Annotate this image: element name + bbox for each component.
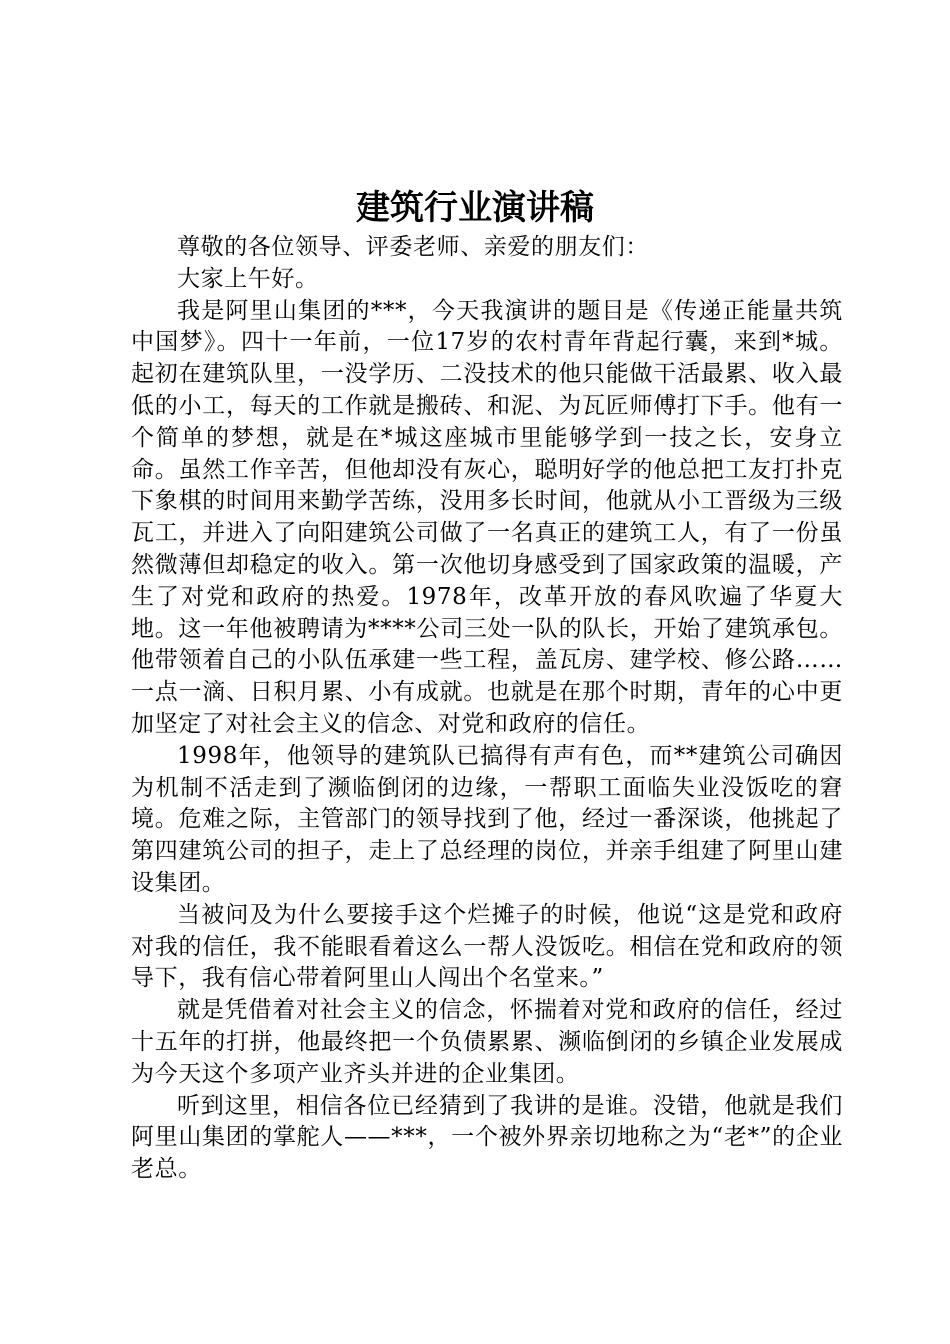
document-title: 建筑行业演讲稿 [356,188,594,228]
document-body [131,232,843,1186]
paragraph-greeting: 大家上午好。 [177,265,319,292]
paragraph-reveal: 听到这里，相信各位已经猜到了我讲的是谁。没错，他就是我们阿里山集团的掌舵人——***，一个被外界亲切地称之为“老*”的企业老总。 [131,1092,843,1183]
paragraph-salutation: 尊敬的各位领导、评委老师、亲爱的朋友们： [177,234,649,260]
paragraph-quote: 当被问及为什么要接手这个烂摊子的时候，他说“这是党和政府对我的信任，我不能眼看着这么一帮人没饭吃。相信在党和政府的领导下，我有信心带着阿里山人闯出个名堂来。” [131,901,843,992]
paragraph-1998: 1998年，他领导的建筑队已搞得有声有色，而**建筑公司确因为机制不活走到了濒临倒闭的边缘，一帮职工面临失业没饭吃的窘境。危难之际，主管部门的领导找到了他，经过一番深谈，他挑起了第四建筑公司的担子，走上了总经理的岗位，并亲手组建了阿里山建设集团。 [131,742,843,896]
paragraph-achievement: 就是凭借着对社会主义的信念，怀揣着对党和政府的信任，经过十五年的打拼，他最终把一个负债累累、濒临倒闭的乡镇企业发展成为今天这个多项产业齐头并进的企业集团。 [131,997,843,1087]
paragraph-story: 我是阿里山集团的***，今天我演讲的题目是《传递正能量共筑中国梦》。四十一年前，一位17岁的农村青年背起行囊，来到*城。起初在建筑队里，一没学历、二没技术的他只能做干活最累、收入最低的小工，每天的工作就是搬砖、和泥、为瓦匠师傅打下手。他有一个简单的梦想，就是在*城这座城市里能够学到一技之长，安身立命。虽然工作辛苦，但他却没有灰心，聪明好学的他总把工友打扑克下象棋的时间用来勤学苦练，没用多长时间，他就从小工晋级为三级瓦工，并进入了向阳建筑公司做了一名真正的建筑工人，有了一份虽然微薄但却稳定的收入。第一次他切身感受到了国家政策的温暖，产生了对党和政府的热爱。1978年，改革开放的春风吹遍了华夏大地。这一年他被聘请为****公司三处一队的队长，开始了建筑承包。他带领着自己的小队伍承建一些工程，盖瓦房、建学校、修公路……一点一滴、日积月累、小有成就。也就是在那个时期，青年的心中更加坚定了对社会主义的信念、对党和政府的信任。 [131,297,843,737]
